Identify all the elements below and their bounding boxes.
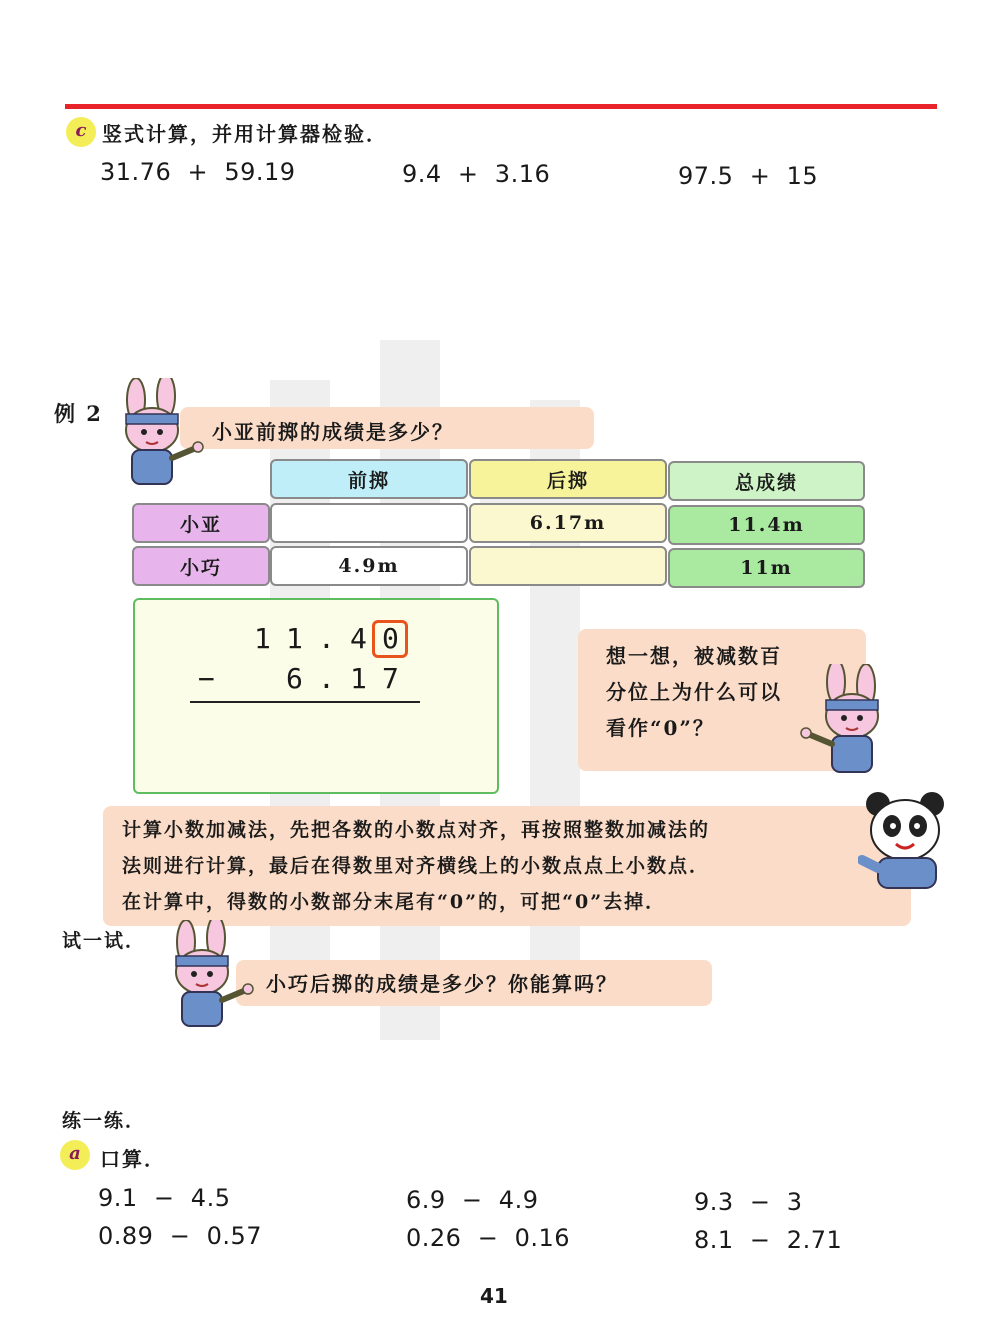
practice-problem-r1c1: 9.1 − 4.5 [98,1184,231,1212]
page-number: 41 [480,1284,508,1308]
try-it-label: 试一试． [62,930,147,952]
practice-title: 口算． [100,1147,166,1171]
rabbit-character-icon [800,664,896,776]
problem-c3: 97.5 + 15 [678,162,819,190]
calc-digit: 6 [286,662,303,695]
table-row-xiaoya-back: 6.17m [469,503,667,543]
table-row-xiaoqiao-total: 11m [668,548,865,588]
calc-digit: 1 [350,662,367,695]
section-c-title: 竖式计算，并用计算器检验． [102,122,388,146]
section-c-badge: c [66,117,96,147]
practice-a-badge: a [60,1140,90,1170]
calc-digit: 7 [382,662,399,695]
calc-digit: 1 [254,622,271,655]
rule-line-1: 计算小数加减法，先把各数的小数点对齐，再按照整数加减法的 [122,819,711,841]
practice-problem-r2c1: 0.89 − 0.57 [98,1222,262,1250]
question-text: 小亚前掷的成绩是多少？ [212,420,454,444]
table-row-xiaoqiao-front: 4.9m [270,546,468,586]
practice-label: 练一练． [62,1110,147,1132]
calc-minus-sign: − [198,662,215,695]
think-line-1: 想一想，被减数百 [606,644,782,668]
table-header-back: 后掷 [469,459,667,499]
practice-problem-r1c3: 9.3 − 3 [694,1188,803,1216]
table-row-xiaoqiao-name: 小巧 [132,546,270,586]
table-row-xiaoya-front [270,503,468,543]
practice-problem-r2c3: 8.1 − 2.71 [694,1226,843,1254]
table-row-xiaoqiao-back [469,546,667,586]
table-row-xiaoya-total: 11.4m [668,505,865,545]
calc-decimal-point: . [318,622,335,655]
panda-character-icon [858,790,958,890]
example-label: 例 2 [54,401,103,426]
calc-digit: 4 [350,622,367,655]
try-it-question: 小巧后掷的成绩是多少？你能算吗？ [266,972,618,996]
calc-decimal-point: . [318,662,335,695]
table-header-front: 前掷 [270,459,468,499]
vertical-calculation-box [133,598,499,794]
calc-underline [190,701,420,703]
practice-problem-r1c2: 6.9 − 4.9 [406,1186,539,1214]
rabbit-character-icon [160,920,256,1030]
rule-line-3: 在计算中，得数的小数部分末尾有“0”的，可把“0”去掉． [122,891,667,913]
problem-c2: 9.4 + 3.16 [402,160,551,188]
rule-line-2: 法则进行计算，最后在得数里对齐横线上的小数点点上小数点． [122,855,711,877]
table-header-total: 总成绩 [668,461,865,501]
problem-c1: 31.76 + 59.19 [100,158,296,186]
think-line-3: 看作“0”？ [606,716,715,740]
practice-problem-r2c2: 0.26 − 0.16 [406,1224,570,1252]
header-rule [65,104,937,109]
think-line-2: 分位上为什么可以 [606,680,782,704]
calc-digit: 1 [286,622,303,655]
calc-digit-highlight: 0 [382,622,399,655]
table-row-xiaoya-name: 小亚 [132,503,270,543]
rabbit-character-icon [110,378,206,488]
